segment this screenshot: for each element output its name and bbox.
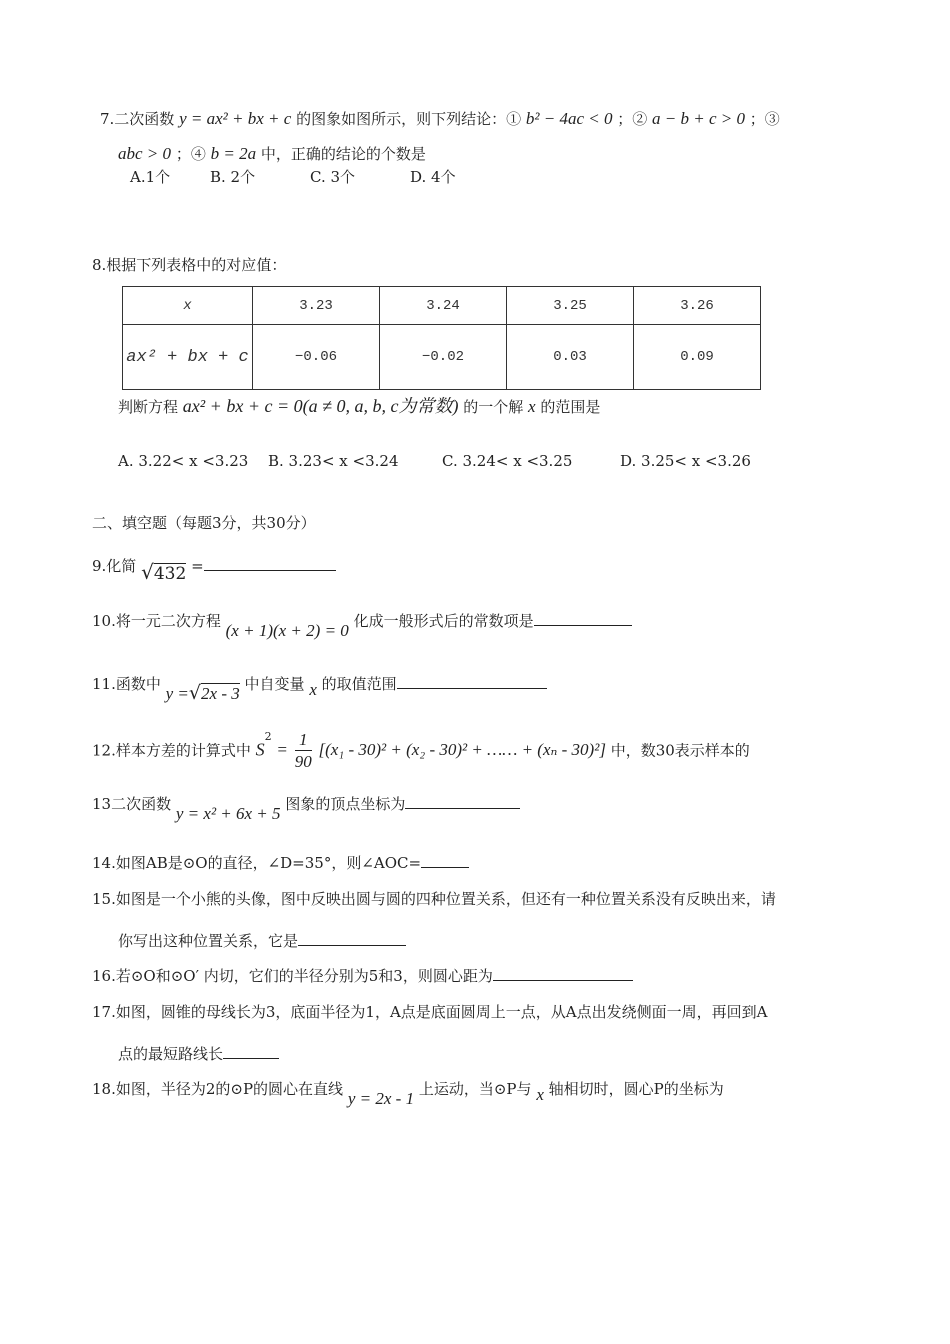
q7-option-b: B. 2个 bbox=[210, 168, 256, 186]
q11-suffix: 的取值范围 bbox=[321, 675, 397, 693]
q8-option-b: B. 3.23< x <3.24 bbox=[268, 452, 399, 470]
q18-suffix: 轴相切时，圆心P的坐标为 bbox=[548, 1080, 724, 1098]
q8-option-c: C. 3.24< x <3.25 bbox=[442, 452, 573, 470]
q12-frac-num: 1 bbox=[295, 731, 312, 751]
q9 bbox=[92, 552, 336, 584]
q11-answer-blank bbox=[397, 674, 547, 689]
q13-suffix: 图象的顶点坐标为 bbox=[285, 795, 406, 813]
q10-formula: (x + 1)(x + 2) = 0 bbox=[225, 621, 349, 640]
q7-prefix: 7.二次函数 bbox=[100, 110, 175, 128]
q15-line2-text: 你写出这种位置关系，它是 bbox=[118, 932, 299, 950]
q18 bbox=[92, 1078, 724, 1108]
q8-judge-suffix: 的范围是 bbox=[540, 398, 601, 416]
q8-option-a: A. 3.22< x <3.23 bbox=[118, 452, 249, 470]
q12-fraction bbox=[295, 731, 312, 770]
q16-text: 16.若⊙O和⊙O′ 内切，它们的半径分别为5和3，则圆心距为 bbox=[92, 967, 493, 985]
table-cell: 3.26 bbox=[634, 287, 761, 325]
table-cell: −0.02 bbox=[380, 325, 507, 390]
table-cell-x-label: x bbox=[123, 287, 253, 325]
table-cell-expression: ax² + bx + c bbox=[123, 325, 253, 390]
q10-prefix: 10.将一元二次方程 bbox=[92, 612, 221, 630]
q18-formula: y = 2x - 1 bbox=[347, 1089, 415, 1108]
sqrt-icon: √ bbox=[188, 682, 202, 704]
q11-prefix: 11.函数中 bbox=[92, 675, 161, 693]
q10-suffix: 化成一般形式后的常数项是 bbox=[353, 612, 534, 630]
table-row bbox=[123, 287, 761, 325]
table-cell: 3.24 bbox=[380, 287, 507, 325]
q13 bbox=[92, 793, 520, 823]
q11-radicand: 2x - 3 bbox=[201, 684, 240, 703]
q15-line2 bbox=[118, 930, 406, 951]
q17-line2 bbox=[118, 1043, 279, 1064]
table-cell: 3.25 bbox=[507, 287, 634, 325]
q7-line1 bbox=[100, 108, 780, 129]
q12-frac-den: 90 bbox=[294, 751, 312, 771]
q12-suffix: 中，数30表示样本的 bbox=[610, 741, 750, 760]
q7-line2-suffix: 中，正确的结论的个数是 bbox=[260, 145, 426, 163]
q12-prefix: 12.样本方差的计算式中 bbox=[92, 741, 251, 760]
q7-conclusion-4: b = 2a bbox=[210, 144, 257, 163]
q9-radicand: 432 bbox=[153, 564, 187, 584]
q7-option-c: C. 3个 bbox=[310, 168, 356, 186]
q18-mid: 上运动，当⊙P与 bbox=[418, 1080, 532, 1098]
q8-option-d: D. 3.25< x <3.26 bbox=[620, 452, 751, 470]
q16 bbox=[92, 965, 633, 986]
q18-prefix: 18.如图，半径为2的⊙P的圆心在直线 bbox=[92, 1080, 344, 1098]
q17-answer-blank bbox=[223, 1044, 279, 1059]
q8-equation: ax² + bx + c = 0(a ≠ 0, a, b, c为常数) bbox=[182, 396, 459, 416]
q17-line1: 17.如图，圆锥的母线长为3，底面半径为1，A点是底面圆周上一点，从A点出发绕侧面一周，再回到A bbox=[92, 1003, 768, 1021]
q7-conclusion-3: abc > 0 bbox=[118, 144, 172, 163]
q14-answer-blank bbox=[421, 853, 469, 868]
q7-conclusion-1: b² − 4ac < 0 bbox=[525, 109, 613, 128]
q8-intro: 8.根据下列表格中的对应值： bbox=[92, 256, 287, 274]
q7-line2 bbox=[118, 143, 426, 164]
q14 bbox=[92, 852, 469, 873]
q8-judge-prefix: 判断方程 bbox=[118, 398, 179, 416]
q12: 12.样本方差的计算式中 $S^2$ = $\frac{1}{90}$ [(x₁ - 30)² + (x₂ - 30)² + …… + (xₙ - 30)²] 中，数30表示样本的 bbox=[92, 729, 750, 771]
table-cell: 0.03 bbox=[507, 325, 634, 390]
section-title: 二、填空题（每题3分，共30分） bbox=[92, 514, 316, 532]
q10 bbox=[92, 610, 632, 640]
q9-eq: = bbox=[191, 557, 204, 575]
table-cell: −0.06 bbox=[253, 325, 380, 390]
q7-c4-prefix: ；④ bbox=[175, 145, 206, 163]
q13-formula: y = x² + 6x + 5 bbox=[175, 804, 281, 823]
q8-value-table bbox=[122, 286, 761, 390]
q13-prefix: 13二次函数 bbox=[92, 795, 172, 813]
q15-line1: 15.如图是一个小熊的头像，图中反映出圆与圆的四种位置关系，但还有一种位置关系没有反映出来，请 bbox=[92, 890, 776, 908]
q8-judge-mid: 的一个解 bbox=[463, 398, 524, 416]
q8-judge-line bbox=[118, 392, 600, 418]
sqrt-icon: √ bbox=[141, 560, 154, 584]
q7-conclusion-2: a − b + c > 0 bbox=[652, 109, 746, 128]
q7-text: 的图象如图所示，则下列结论：① bbox=[296, 110, 522, 128]
q7-formula: y = ax² + bx + c bbox=[179, 109, 292, 128]
q16-answer-blank bbox=[493, 966, 633, 981]
q15-answer-blank bbox=[298, 931, 406, 946]
q9-prefix: 9.化简 bbox=[92, 557, 137, 575]
q11-var: x bbox=[309, 680, 317, 699]
q18-var: x bbox=[536, 1085, 544, 1104]
q11-formula-lhs: y = bbox=[165, 684, 189, 703]
q7-option-d: D. 4个 bbox=[410, 168, 456, 186]
table-row bbox=[123, 325, 761, 390]
q12-body: [(x₁ - 30)² + (x₂ - 30)² + …… + (xₙ - 30)²] bbox=[318, 740, 606, 759]
q7-option-a: A.1个 bbox=[130, 168, 171, 186]
q12-s: S bbox=[255, 739, 265, 760]
q7-c2-prefix: ；② bbox=[617, 110, 648, 128]
table-cell: 0.09 bbox=[634, 325, 761, 390]
q17-line2-text: 点的最短路线长 bbox=[118, 1045, 224, 1063]
q10-answer-blank bbox=[534, 611, 632, 626]
table-cell: 3.23 bbox=[253, 287, 380, 325]
q14-text: 14.如图AB是⊙O的直径，∠D=35°，则∠AOC= bbox=[92, 854, 422, 872]
q8-judge-var: x bbox=[528, 397, 536, 416]
q7-c3-prefix: ；③ bbox=[749, 110, 780, 128]
q11-mid: 中自变量 bbox=[244, 675, 305, 693]
q9-answer-blank bbox=[204, 556, 336, 571]
q13-answer-blank bbox=[405, 794, 520, 809]
q11 bbox=[92, 672, 547, 704]
